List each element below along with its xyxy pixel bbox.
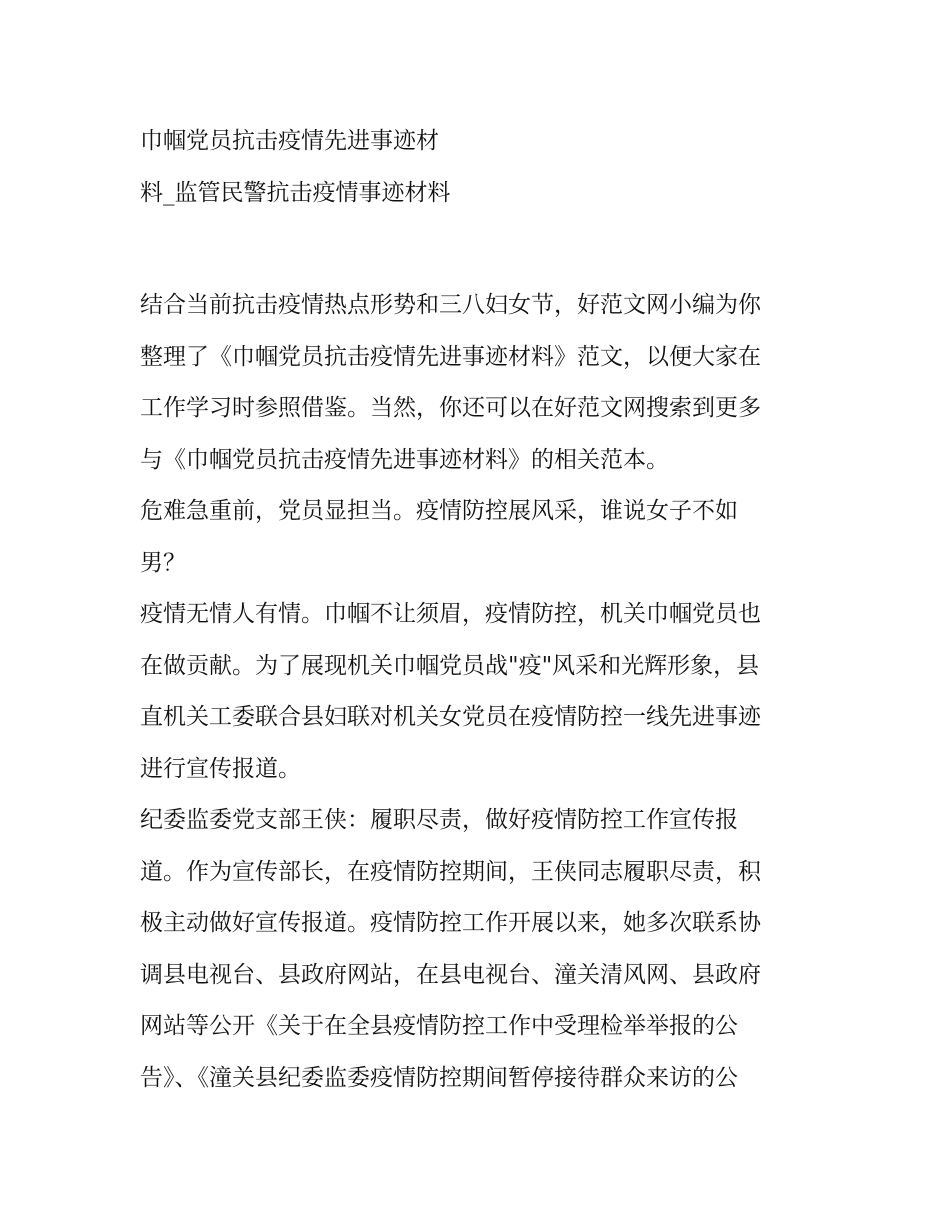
title-line: 料_监管民警抗击疫情事迹材料 [140,179,451,206]
document-body [140,280,830,1104]
body-line: 网站等公开《关于在全县疫情防控工作中受理检举举报的公 [140,1013,738,1039]
body-line: 进行宣传报道。 [140,755,301,782]
body-line: 结合当前抗击疫情热点形势和三八妇女节，好范文网小编为你 [140,292,761,318]
body-line: 告》、《潼关县纪委监委疫情防控期间暂停接待群众来访的公 [140,1064,738,1091]
body-line: 危难急重前，党员显担当。疫情防控展风采，谁说女子不如 [140,498,738,524]
body-line: 在做贡献。为了展现机关巾帼党员战"疫"风采和光辉形象，县 [140,652,760,679]
body-line: 直机关工委联合县妇联对机关女党员在疫情防控一线先进事迹 [140,704,761,730]
body-line: 工作学习时参照借鉴。当然，你还可以在好范文网搜索到更多 [140,395,761,421]
body-line: 纪委监委党支部王侠：履职尽责，做好疫情防控工作宣传报 [140,807,738,833]
body-line: 调县电视台、县政府网站，在县电视台、潼关清风网、县政府 [140,961,761,988]
document-title [140,116,820,219]
body-line: 与《巾帼党员抗击疫情先进事迹材料》的相关范本。 [140,446,669,473]
title-line: 巾帼党员抗击疫情先进事迹材 [140,128,439,154]
body-line: 疫情无情人有情。巾帼不让须眉，疫情防控，机关巾帼党员也 [140,601,761,627]
body-line: 男？ [140,549,186,576]
body-line: 极主动做好宣传报道。疫情防控工作开展以来，她多次联系协 [140,910,761,936]
body-line: 道。作为宣传部长，在疫情防控期间，王侠同志履职尽责，积 [140,858,761,885]
body-line: 整理了《巾帼党员抗击疫情先进事迹材料》范文，以便大家在 [140,343,761,370]
